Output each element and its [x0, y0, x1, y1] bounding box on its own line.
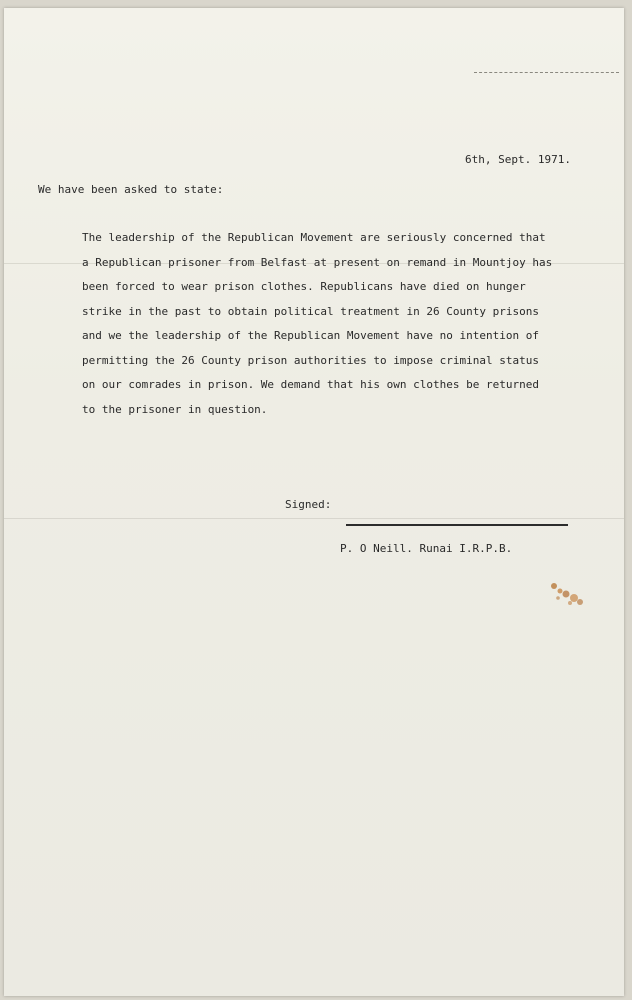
signatory-name: P. O Neill. Runai I.R.P.B. — [340, 542, 513, 555]
top-dashed-mark — [474, 72, 619, 74]
letter-date: 6th, Sept. 1971. — [465, 153, 571, 166]
body-line: permitting the 26 County prison authorities to impose criminal status — [82, 353, 539, 367]
body-line: been forced to wear prison clothes. Republicans have died on hunger — [82, 280, 526, 293]
body-line: to the prisoner in question. — [82, 402, 268, 416]
signature-rule — [346, 524, 568, 526]
body-line: a Republican prisoner from Belfast at present on remand in Mountjoy has — [82, 255, 553, 269]
rust-stain-mark — [544, 578, 590, 612]
intro-statement: We have been asked to state: — [38, 183, 224, 196]
body-line: and we the leadership of the Republican Movement have no intention of — [82, 329, 539, 342]
signed-label: Signed: — [285, 498, 332, 511]
body-line: strike in the past to obtain political treatment in 26 County prisons — [82, 304, 539, 318]
body-line: on our comrades in prison. We demand that his own clothes be returned — [82, 378, 539, 391]
statement-body — [82, 226, 562, 422]
paper-fold-line — [4, 518, 624, 519]
body-line: The leadership of the Republican Movement are seriously concerned that — [82, 231, 546, 244]
letter-page — [4, 8, 624, 996]
